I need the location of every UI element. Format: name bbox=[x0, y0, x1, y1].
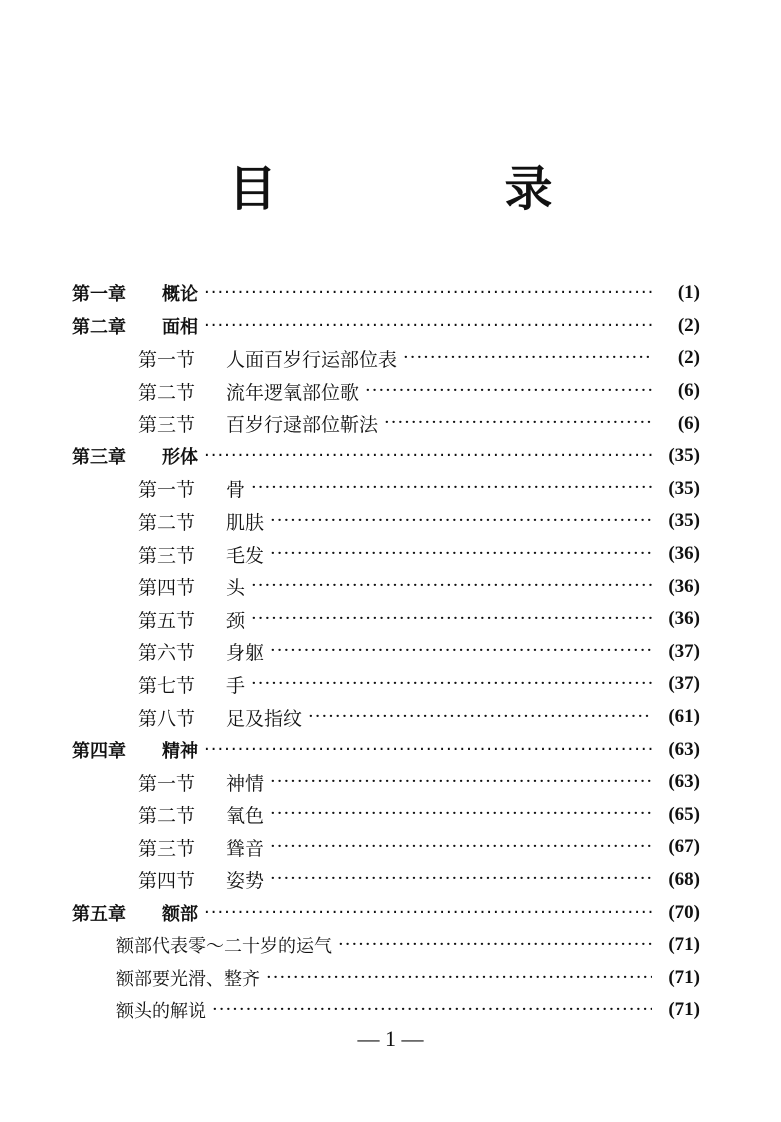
toc-entry-topic[interactable] bbox=[72, 994, 700, 1027]
entry-title: 聳音 bbox=[226, 837, 265, 860]
entry-title: 骨 bbox=[226, 479, 246, 502]
entry-page: (6) bbox=[677, 412, 700, 434]
toc-entry-section[interactable] bbox=[72, 538, 700, 571]
dot-leader bbox=[204, 284, 652, 302]
entry-number: 第一节 bbox=[138, 479, 196, 502]
toc-entry-section[interactable] bbox=[72, 407, 700, 440]
dot-leader bbox=[204, 447, 652, 465]
toc-entry-chapter-1[interactable] bbox=[72, 277, 700, 310]
toc-entry-section[interactable] bbox=[72, 603, 700, 636]
entry-title: 颈 bbox=[226, 609, 246, 632]
toc-entry-section[interactable] bbox=[72, 701, 700, 734]
toc-entry-section[interactable] bbox=[72, 342, 700, 375]
entry-number: 第四章 bbox=[72, 740, 126, 762]
entry-number: 第七节 bbox=[138, 674, 196, 697]
entry-title: 精神 bbox=[162, 740, 198, 762]
entry-title: 足及指纹 bbox=[226, 707, 303, 730]
entry-title: 头 bbox=[226, 577, 246, 600]
entry-title: 额部 bbox=[162, 903, 198, 925]
entry-title: 姿势 bbox=[226, 870, 265, 893]
dot-leader bbox=[403, 349, 652, 368]
entry-page: (68) bbox=[668, 868, 700, 890]
entry-page: (35) bbox=[668, 477, 700, 499]
dot-leader bbox=[270, 545, 652, 564]
entry-title: 额部代表零～二十岁的运气 bbox=[116, 936, 332, 958]
toc-entry-section[interactable] bbox=[72, 505, 700, 538]
toc-entry-topic[interactable] bbox=[72, 929, 700, 962]
entry-page: (2) bbox=[677, 347, 700, 369]
entry-page: (71) bbox=[668, 966, 700, 988]
entry-page: (70) bbox=[668, 901, 700, 923]
entry-page: (35) bbox=[668, 510, 700, 532]
dot-leader bbox=[251, 577, 652, 596]
entry-page: (61) bbox=[668, 706, 700, 728]
dot-leader bbox=[204, 741, 652, 759]
dot-leader bbox=[270, 805, 652, 824]
dot-leader bbox=[270, 773, 652, 792]
dot-leader bbox=[384, 414, 652, 433]
entry-number: 第四节 bbox=[138, 577, 196, 600]
entry-number: 第二节 bbox=[138, 381, 196, 404]
entry-page: (63) bbox=[668, 738, 700, 760]
entry-number: 第一章 bbox=[72, 284, 126, 306]
entry-title: 额部要光滑、整齐 bbox=[116, 968, 260, 990]
entry-title: 肌肤 bbox=[226, 511, 265, 534]
entry-number: 第三节 bbox=[138, 414, 196, 437]
dot-leader bbox=[204, 317, 652, 335]
entry-page: (36) bbox=[668, 608, 700, 630]
toc-entry-chapter-4[interactable] bbox=[72, 733, 700, 766]
entry-number: 第五节 bbox=[138, 609, 196, 632]
toc-entry-section[interactable] bbox=[72, 799, 700, 832]
entry-page: (2) bbox=[677, 314, 700, 336]
entry-title: 氧色 bbox=[226, 805, 265, 828]
toc-entry-section[interactable] bbox=[72, 375, 700, 408]
entry-number: 第二节 bbox=[138, 805, 196, 828]
dot-leader bbox=[365, 382, 652, 401]
dot-leader bbox=[270, 838, 652, 857]
entry-page: (35) bbox=[668, 445, 700, 467]
entry-title: 额头的解说 bbox=[116, 1001, 206, 1023]
page-number-footer: — 1 — bbox=[357, 1026, 424, 1051]
dot-leader bbox=[308, 708, 652, 727]
toc-entry-section[interactable] bbox=[72, 473, 700, 506]
entry-title: 身躯 bbox=[226, 642, 265, 665]
entry-number: 第一节 bbox=[138, 348, 196, 371]
entry-number: 第二章 bbox=[72, 316, 126, 338]
entry-title: 形体 bbox=[162, 447, 198, 469]
toc-entry-section[interactable] bbox=[72, 668, 700, 701]
toc-entry-section[interactable] bbox=[72, 831, 700, 864]
dot-leader bbox=[338, 936, 652, 954]
entry-title: 百岁行逯部位靳法 bbox=[226, 414, 379, 437]
entry-number: 第三章 bbox=[72, 447, 126, 469]
entry-page: (71) bbox=[668, 999, 700, 1021]
toc-entry-section[interactable] bbox=[72, 766, 700, 799]
entry-page: (37) bbox=[668, 640, 700, 662]
entry-page: (1) bbox=[677, 282, 700, 304]
entry-page: (71) bbox=[668, 934, 700, 956]
entry-title: 流年逻氧部位歌 bbox=[226, 381, 360, 404]
entry-number: 第八节 bbox=[138, 707, 196, 730]
page-title: 目 录 bbox=[228, 161, 643, 217]
entry-page: (6) bbox=[677, 380, 700, 402]
toc-entry-section[interactable] bbox=[72, 570, 700, 603]
entry-title: 概论 bbox=[162, 284, 198, 306]
entry-title: 毛发 bbox=[226, 544, 265, 567]
dot-leader bbox=[270, 642, 652, 661]
dot-leader bbox=[251, 675, 652, 694]
dot-leader bbox=[270, 870, 652, 889]
entry-title: 面相 bbox=[162, 316, 198, 338]
entry-number: 第六节 bbox=[138, 642, 196, 665]
entry-title: 手 bbox=[226, 674, 246, 697]
dot-leader bbox=[212, 1001, 652, 1019]
dot-leader bbox=[251, 479, 652, 498]
toc-entry-chapter-3[interactable] bbox=[72, 440, 700, 473]
entry-page: (37) bbox=[668, 673, 700, 695]
entry-page: (36) bbox=[668, 575, 700, 597]
entry-page: (67) bbox=[668, 836, 700, 858]
entry-page: (65) bbox=[668, 803, 700, 825]
toc-entry-chapter-2[interactable] bbox=[72, 310, 700, 343]
entry-page: (63) bbox=[668, 771, 700, 793]
dot-leader bbox=[251, 610, 652, 629]
entry-title: 人面百岁行运部位表 bbox=[226, 348, 398, 371]
toc-entry-section[interactable] bbox=[72, 636, 700, 669]
toc-entry-section[interactable] bbox=[72, 864, 700, 897]
dot-leader bbox=[270, 512, 652, 531]
entry-number: 第一节 bbox=[138, 772, 196, 795]
dot-leader bbox=[266, 969, 652, 987]
entry-number: 第二节 bbox=[138, 511, 196, 534]
entry-number: 第五章 bbox=[72, 903, 126, 925]
entry-page: (36) bbox=[668, 543, 700, 565]
entry-number: 第三节 bbox=[138, 837, 196, 860]
table-of-contents bbox=[72, 277, 700, 1027]
entry-number: 第三节 bbox=[138, 544, 196, 567]
entry-number: 第四节 bbox=[138, 870, 196, 893]
toc-entry-topic[interactable] bbox=[72, 961, 700, 994]
dot-leader bbox=[204, 904, 652, 922]
toc-entry-chapter-5[interactable] bbox=[72, 896, 700, 929]
entry-title: 神情 bbox=[226, 772, 265, 795]
